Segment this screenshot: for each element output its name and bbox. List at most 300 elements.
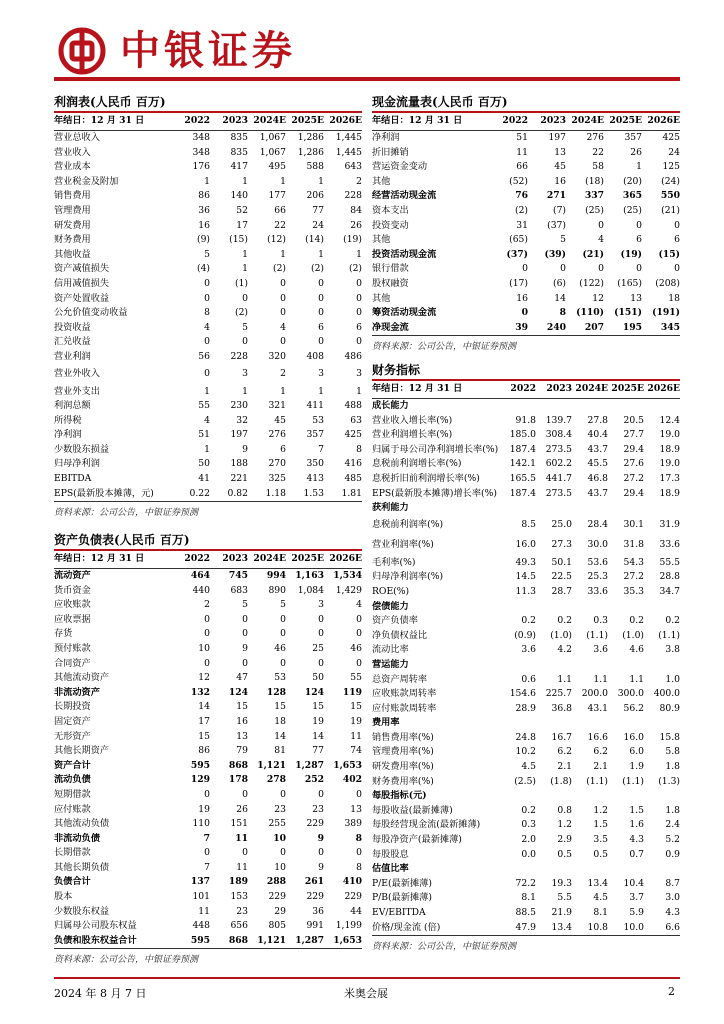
row-value: 41	[198, 473, 210, 485]
row-value: 19	[198, 803, 210, 815]
row-value: (1.0)	[622, 629, 644, 641]
row-value: 229	[306, 891, 324, 903]
row-value: 151	[230, 818, 248, 830]
row-value	[644, 600, 680, 615]
row-value: 1.1	[629, 673, 644, 685]
row-value: (17)	[509, 277, 528, 289]
row-value: 18.9	[659, 443, 680, 455]
row-label: 其他	[372, 234, 391, 246]
row-value: (151)	[614, 307, 642, 319]
balance-sheet-panel	[54, 532, 362, 968]
row-value: 19	[312, 715, 324, 727]
row-value: 357	[306, 429, 324, 441]
table-row	[372, 673, 680, 688]
row-value: 1,286	[297, 146, 324, 158]
table-row	[372, 292, 680, 307]
row-label: 公允价值变动收益	[54, 307, 128, 319]
column-header-year: 2023	[210, 551, 248, 569]
row-value: 187.4	[509, 443, 536, 455]
row-label: 信用减值损失	[54, 277, 110, 289]
row-value	[536, 862, 572, 877]
row-value	[572, 789, 608, 804]
row-label: 每股收益(最新摊薄)	[372, 804, 453, 816]
row-label: 营业利润率(%)	[372, 539, 434, 551]
row-value: 119	[342, 686, 362, 698]
row-value: 79	[236, 745, 248, 757]
row-label: 其他	[372, 175, 391, 187]
row-label: 应付账款周转率	[372, 702, 437, 714]
row-value: 485	[344, 473, 362, 485]
row-value: (25)	[585, 204, 604, 216]
row-value: 6.2	[557, 746, 572, 758]
table-row	[372, 818, 680, 833]
table-row	[372, 472, 680, 487]
row-value: 8	[204, 307, 210, 319]
row-value: 416	[344, 458, 362, 470]
row-value: 1	[204, 175, 210, 187]
column-header-year: 2023	[528, 113, 566, 131]
row-value: 16.0	[623, 731, 644, 743]
row-value: 276	[268, 429, 286, 441]
row-label: 其他长期资产	[54, 745, 110, 757]
row-value: 0	[318, 788, 324, 800]
row-value: 16	[554, 175, 566, 187]
row-value: 0	[356, 336, 362, 348]
row-value: (122)	[579, 277, 604, 289]
row-label: 估值比率	[372, 863, 409, 875]
row-value: 464	[190, 570, 210, 581]
column-header-year: 2025E	[286, 551, 324, 569]
table-row	[54, 642, 362, 657]
row-value: 2	[280, 368, 286, 380]
row-value: 29.4	[623, 443, 644, 455]
row-value: 0.2	[557, 615, 572, 627]
row-value: 2	[204, 599, 210, 611]
row-value	[500, 789, 536, 804]
row-value: 4.3	[629, 834, 644, 846]
table-row	[372, 131, 680, 146]
row-value	[644, 658, 680, 673]
table-row	[54, 715, 362, 730]
row-value: 9	[242, 443, 248, 455]
row-value: 228	[344, 190, 362, 202]
row-value: 3.6	[521, 644, 536, 656]
row-value: 345	[660, 321, 680, 333]
row-value: 176	[192, 161, 210, 173]
row-value: (208)	[655, 277, 680, 289]
row-value: 1,286	[297, 132, 324, 143]
row-value	[536, 789, 572, 804]
row-value: 0	[204, 628, 210, 640]
row-value: 195	[622, 321, 642, 333]
row-value: (2)	[514, 204, 528, 216]
row-value: 1	[280, 248, 286, 260]
row-label: 流动比率	[372, 644, 409, 656]
row-value: 0	[356, 788, 362, 800]
row-value: 994	[266, 570, 286, 581]
row-value: 185.0	[509, 429, 536, 441]
row-value: 1,287	[295, 759, 324, 771]
row-value: 1.9	[629, 761, 644, 773]
row-value: (52)	[509, 175, 528, 187]
row-value: 3	[318, 368, 324, 380]
row-label: 归母净利润率(%)	[372, 571, 444, 583]
balance-sheet-title: 资产负债表(人民币 百万)	[54, 532, 362, 551]
row-value: 643	[344, 161, 362, 173]
row-value: 1.2	[557, 819, 572, 831]
row-value: 28.8	[659, 571, 680, 583]
table-row	[372, 457, 680, 472]
row-value: 7	[204, 861, 210, 873]
row-value: 6	[280, 443, 286, 455]
row-value: 1,121	[257, 759, 286, 771]
row-value: (9)	[196, 234, 210, 246]
row-value: 187.4	[509, 487, 536, 499]
row-value: 0	[204, 788, 210, 800]
row-value: 1	[280, 175, 286, 187]
row-value: 50	[198, 458, 210, 470]
row-value: 45	[554, 161, 566, 173]
row-value: 2.4	[665, 819, 680, 831]
row-value: 46.8	[587, 472, 608, 484]
table-row	[54, 700, 362, 715]
row-value: 22.5	[551, 571, 572, 583]
row-label: 资产负债率	[372, 615, 418, 627]
row-value: 11	[350, 730, 362, 742]
row-value: 0	[318, 847, 324, 859]
row-label: 流动负债	[54, 774, 91, 786]
row-value: 835	[230, 132, 248, 143]
column-header-year: 2024E	[248, 551, 286, 569]
row-value: 1.0	[665, 673, 680, 685]
row-value: 348	[192, 132, 210, 143]
row-label: 营业外收入	[54, 368, 100, 380]
income-source-note: 资料来源：公司公告，中银证券预测	[54, 501, 362, 521]
column-header-year: 2022	[172, 113, 210, 131]
row-value: 0	[204, 847, 210, 859]
row-value: 25.0	[551, 519, 572, 531]
row-value: 0	[280, 628, 286, 640]
row-value: 0	[242, 613, 248, 625]
row-value: 11	[516, 146, 528, 158]
table-row	[372, 702, 680, 717]
row-value: 683	[230, 584, 248, 596]
row-value	[500, 399, 536, 414]
table-row	[54, 730, 362, 745]
row-value: 255	[268, 818, 286, 830]
row-value: 0.2	[521, 804, 536, 816]
row-value: 14	[198, 701, 210, 713]
row-value: (37)	[506, 248, 528, 260]
row-value: 0	[242, 336, 248, 348]
row-value	[572, 658, 608, 673]
ratios-panel	[372, 362, 680, 955]
row-value: 49.3	[515, 556, 536, 568]
row-value: 1,445	[335, 146, 362, 158]
section-header-row	[372, 862, 680, 877]
row-value: 276	[586, 132, 604, 143]
row-value: 495	[268, 161, 286, 173]
row-value: 124	[228, 686, 248, 698]
row-value: 350	[306, 458, 324, 470]
row-value: 16	[516, 292, 528, 304]
row-value: 1.81	[341, 487, 362, 499]
row-label: 其他流动负债	[54, 818, 110, 830]
row-value: (37)	[547, 219, 566, 231]
row-value: 3	[242, 368, 248, 380]
row-value	[572, 399, 608, 414]
row-value: 0	[560, 263, 566, 275]
logo-text: 中银证券	[120, 27, 296, 74]
table-row	[372, 233, 680, 248]
table-row	[54, 189, 362, 204]
table-row	[372, 536, 680, 556]
row-value: 0.2	[665, 615, 680, 627]
row-label: 每股指标(元)	[372, 790, 427, 802]
row-value: 273.5	[545, 443, 572, 455]
row-value: 140	[230, 190, 248, 202]
row-value	[608, 789, 644, 804]
row-value: 43.7	[587, 443, 608, 455]
column-header-year: 2022	[490, 113, 528, 131]
cashflow-source-note: 资料来源：公司公告，中银证券预测	[372, 335, 680, 355]
row-value: (191)	[652, 307, 680, 319]
row-label: 归属母公司股东权益	[54, 920, 137, 932]
row-label: 其他收益	[54, 248, 91, 260]
row-value: 5	[204, 248, 210, 260]
row-label: 少数股东损益	[54, 443, 110, 455]
row-value: 0	[598, 263, 604, 275]
table-row	[54, 890, 362, 905]
row-value: 1,199	[335, 920, 362, 932]
row-value: 0.8	[557, 804, 572, 816]
row-value: 188	[230, 458, 248, 470]
row-value	[500, 716, 536, 731]
row-value: 868	[228, 759, 248, 771]
row-value: 348	[192, 146, 210, 158]
row-value: 16	[236, 715, 248, 727]
row-value: 142.1	[509, 458, 536, 470]
row-value: 1	[242, 385, 248, 397]
row-value	[500, 501, 536, 516]
row-value: 10.8	[587, 921, 608, 933]
row-value: 225.7	[545, 688, 572, 700]
row-value: 3.7	[629, 892, 644, 904]
row-value: 0	[356, 277, 362, 289]
table-row	[54, 350, 362, 365]
table-row	[54, 277, 362, 292]
row-value: 3.5	[593, 834, 608, 846]
row-value: 9	[317, 832, 324, 844]
row-value: 1	[204, 385, 210, 397]
table-row	[372, 731, 680, 746]
row-label: 营业利润增长率(%)	[372, 429, 453, 441]
row-value: 19	[350, 715, 362, 727]
row-label: P/B(最新摊薄)	[372, 892, 432, 904]
table-row	[372, 585, 680, 600]
row-value: (19)	[620, 248, 642, 260]
row-label: 流动资产	[54, 570, 91, 581]
table-row	[54, 627, 362, 642]
row-value: 308.4	[545, 429, 572, 441]
row-value: 1	[204, 443, 210, 455]
row-value: 12	[198, 672, 210, 684]
row-value: 1.8	[665, 761, 680, 773]
table-row	[372, 277, 680, 292]
row-label: 利润总额	[54, 400, 91, 412]
column-header-year: 2026E	[324, 113, 362, 131]
table-row	[54, 759, 362, 774]
row-value: 320	[268, 350, 286, 362]
row-value: 1.1	[593, 673, 608, 685]
table-row	[54, 861, 362, 876]
row-value: 53	[312, 414, 324, 426]
row-value: 36	[312, 905, 324, 917]
row-value: 868	[228, 934, 248, 946]
row-label: 长期投资	[54, 701, 91, 713]
row-value: 389	[344, 818, 362, 830]
row-value: 0.82	[227, 487, 248, 499]
row-label: 总资产周转率	[372, 673, 428, 685]
row-value: 0	[356, 292, 362, 304]
row-value: 200.0	[581, 688, 608, 700]
row-label: 归母净利润	[54, 458, 100, 470]
row-value: 11	[236, 861, 248, 873]
row-value: 0	[356, 847, 362, 859]
table-row	[372, 687, 680, 702]
row-value: 228	[230, 350, 248, 362]
row-label: 价格/现金流 (倍)	[372, 921, 441, 933]
row-value: (21)	[582, 248, 604, 260]
row-value: 0.9	[665, 848, 680, 860]
table-row	[372, 516, 680, 536]
row-label: 资本支出	[372, 204, 409, 216]
row-value: (110)	[576, 307, 604, 319]
table-row	[372, 570, 680, 585]
row-value: 16.6	[587, 731, 608, 743]
row-value: 2.1	[593, 761, 608, 773]
row-value: 4.5	[593, 892, 608, 904]
row-value: 0	[356, 613, 362, 625]
row-value: 2.1	[557, 761, 572, 773]
row-value: 1,287	[295, 934, 324, 946]
row-value: 110	[192, 818, 210, 830]
row-value: 0	[318, 336, 324, 348]
row-value: 12	[592, 292, 604, 304]
row-label: 资产减值损失	[54, 263, 110, 275]
row-label: 营业税金及附加	[54, 175, 119, 187]
row-value: 77	[312, 204, 324, 216]
row-value: 0.3	[593, 615, 608, 627]
row-value: 16.7	[551, 731, 572, 743]
row-value: 6.6	[665, 921, 680, 933]
table-row	[372, 175, 680, 190]
row-value: 63	[350, 414, 362, 426]
row-value: 23	[274, 803, 286, 815]
row-value: (1.1)	[622, 775, 644, 787]
row-value: 1,163	[295, 570, 324, 581]
row-value: 0	[356, 657, 362, 669]
row-value: (1.0)	[550, 629, 572, 641]
row-label: 其他长期负债	[54, 861, 110, 873]
row-value: 4	[356, 599, 362, 611]
row-value: 26	[350, 219, 362, 231]
row-value: 84	[350, 204, 362, 216]
row-value: 13.4	[551, 921, 572, 933]
column-header-year: 2026E	[324, 551, 362, 569]
income-statement-panel	[54, 94, 362, 521]
row-value: 221	[230, 473, 248, 485]
row-value: 66	[274, 204, 286, 216]
section-header-row	[372, 600, 680, 615]
row-label: 非流动资产	[54, 686, 100, 698]
row-label: P/E(最新摊薄)	[372, 877, 432, 889]
row-value: 45	[274, 414, 286, 426]
table-row	[372, 146, 680, 161]
row-value: 43.1	[587, 702, 608, 714]
row-label: 偿债能力	[372, 600, 409, 612]
row-value: 271	[546, 190, 566, 202]
row-value: (0.9)	[514, 629, 536, 641]
row-value: 411	[306, 400, 324, 412]
row-value: 835	[230, 146, 248, 158]
row-value: 1.5	[593, 819, 608, 831]
row-value	[644, 501, 680, 516]
row-value: 0	[318, 307, 324, 319]
row-label: EV/EBITDA	[372, 907, 426, 918]
row-value: 408	[306, 350, 324, 362]
row-value: 595	[190, 934, 210, 946]
row-label: 筹资活动现金流	[372, 307, 437, 319]
row-value: 31.8	[623, 539, 644, 551]
row-value: 26	[630, 146, 642, 158]
row-label: 股权融资	[372, 277, 409, 289]
row-value: 0	[318, 292, 324, 304]
section-header-row	[372, 501, 680, 516]
row-value: 125	[662, 161, 680, 173]
row-value: 0	[242, 292, 248, 304]
row-value: 2.0	[521, 834, 536, 846]
row-value: 1	[280, 385, 286, 397]
row-value: (1.1)	[658, 629, 680, 641]
row-value: 0.6	[521, 673, 536, 685]
row-label: 长期借款	[54, 847, 91, 859]
row-value: 365	[622, 190, 642, 202]
row-value: 240	[546, 321, 566, 333]
table-row	[54, 671, 362, 686]
table-row	[54, 569, 362, 584]
row-value	[608, 716, 644, 731]
row-label: 所得税	[54, 414, 82, 426]
row-value: 17	[198, 715, 210, 727]
row-value: 18	[668, 292, 680, 304]
row-value: 58	[592, 161, 604, 173]
row-value: 32	[236, 414, 248, 426]
row-value: 0	[356, 307, 362, 319]
column-header-year: 2023	[536, 381, 572, 399]
row-value: 6	[636, 234, 642, 246]
row-label: 投资变动	[372, 219, 409, 231]
column-header-year: 2022	[500, 381, 536, 399]
row-value: 5.5	[557, 892, 572, 904]
row-value: 74	[350, 745, 362, 757]
row-value: 197	[548, 132, 566, 143]
row-label: 研发费用	[54, 219, 91, 231]
row-value: 207	[584, 321, 604, 333]
row-value: 18	[274, 715, 286, 727]
table-row	[54, 306, 362, 321]
row-value: 15	[198, 730, 210, 742]
